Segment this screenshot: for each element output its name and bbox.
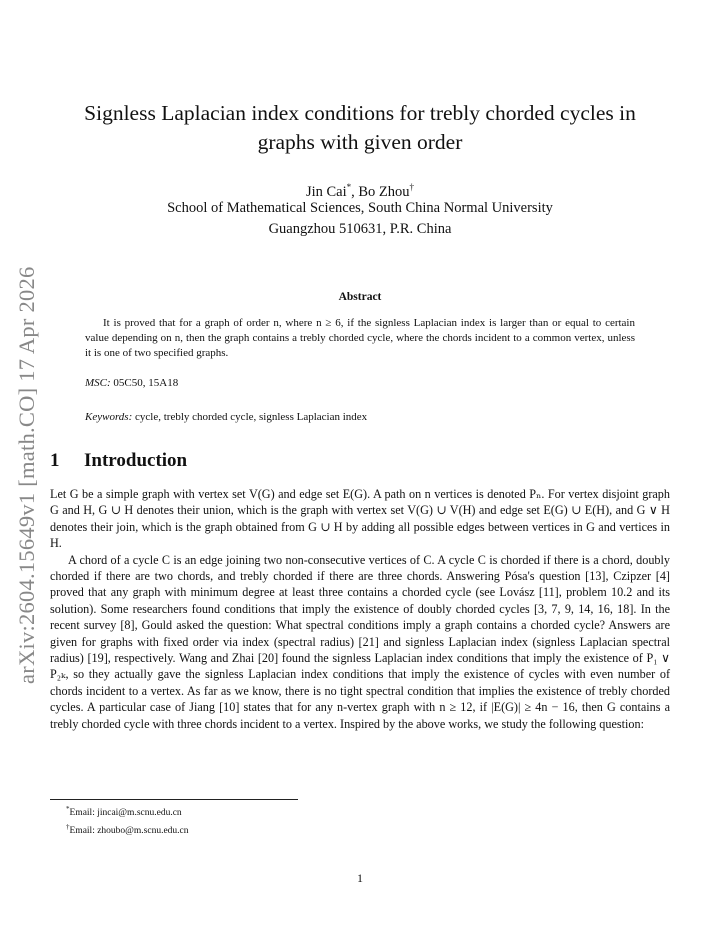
abstract-heading: Abstract <box>338 291 382 303</box>
footnote <box>66 803 189 821</box>
body-text <box>50 486 670 732</box>
section-title: Introduction <box>84 450 188 471</box>
affiliation-line-2: Guangzhou 510631, P.R. China <box>268 221 452 237</box>
paragraph: A chord of a cycle C is an edge joining two non-consecutive vertices of C. A cycle C is chorded if there is a chord, doubly chorded if there are two chords, and trebly chorded if there are three chords. Answering Pósa's question [13], Czipzer [4] proved that any graph with minimum degree at least three contains a chorded cycle (see Lovász [11], problem 10.2 and its solution). Some researchers found conditions that imply the existence of doubly chorded cycles [3, 7, 9, 14, 16, 18]. In the recent survey [8], Gould asked the question: What spectral conditions imply a graph contains a chorded cycle? Answers are given for graphs with fixed order via index (spectral radius) [21] and signless Laplacian index (signless Laplacian spectral radius) [19], respectively. Wang and Zhai [20] found the signless Laplacian index conditions that imply the existence of P₁ ∨ P₂ₖ, so they actually gave the signless Laplacian index conditions that imply the existence of cycles with even number of chords incident to a vertex. As far as we know, there is no tight spectral condition that implies the existence of trebly chorded cycles. A particular case of Jiang [10] states that for any n-vertex graph with n ≥ 12, if |E(G)| ≥ 4n − 16, then G contains a trebly chorded cycle with three chords incident to a vertex. Inspired by the above works, we study the following question: <box>50 552 670 731</box>
keywords-value: cycle, trebly chorded cycle, signless Laplacian index <box>132 411 368 423</box>
author-separator: , <box>351 183 359 200</box>
abstract-text: It is proved that for a graph of order n, where n ≥ 6, if the signless Laplacian index is larger than or equal to certain value depending on n, then the graph contains a trebly chorded cycle, where the chords incident to a common vertex, unless it is one of two specified graphs. <box>85 317 635 359</box>
author-name: Bo Zhou <box>358 183 410 200</box>
title-line-2: graphs with given order <box>257 130 463 154</box>
footnote-mark: † <box>409 182 415 192</box>
msc-label: MSC: <box>85 377 111 389</box>
paper-title <box>40 99 680 157</box>
msc-value: 05C50, 15A18 <box>110 377 179 389</box>
footnote-text: Email: zhoubo@m.scnu.edu.cn <box>69 825 189 836</box>
footnote-mark: * <box>346 182 352 192</box>
section-heading <box>50 450 187 472</box>
arxiv-stamp: arXiv:2604.15649v1 [math.CO] 17 Apr 2026 <box>14 266 39 684</box>
footnote-mark: * <box>66 805 70 813</box>
page-number: 1 <box>357 871 363 885</box>
title-line-1: Signless Laplacian index conditions for trebly chorded cycles in <box>84 101 636 125</box>
footnote-mark: † <box>66 822 70 831</box>
footnote <box>66 821 189 839</box>
author-name: Jin Cai <box>305 183 347 200</box>
msc-line <box>85 377 178 389</box>
footnote-divider <box>50 799 298 800</box>
affiliation <box>40 198 680 240</box>
keywords-label: Keywords: <box>85 411 133 423</box>
keywords-line <box>85 411 367 423</box>
paragraph: Let G be a simple graph with vertex set V(G) and edge set E(G). A path on n vertices is denoted Pₙ. For vertex disjoint graph G and H, G ∪ H denotes their union, which is the graph with vertex set V(G) ∪ V(H) and edge set E(G) ∪ E(H), and G ∨ H denotes their join, which is the graph obtained from G ∪ H by adding all possible edges between vertices in G and vertices in H. <box>50 487 670 551</box>
footnote-text: Email: jincai@m.scnu.edu.cn <box>69 808 182 819</box>
footnotes <box>66 803 189 838</box>
affiliation-line-1: School of Mathematical Sciences, South China Normal University <box>167 200 553 216</box>
section-number: 1 <box>50 450 60 471</box>
